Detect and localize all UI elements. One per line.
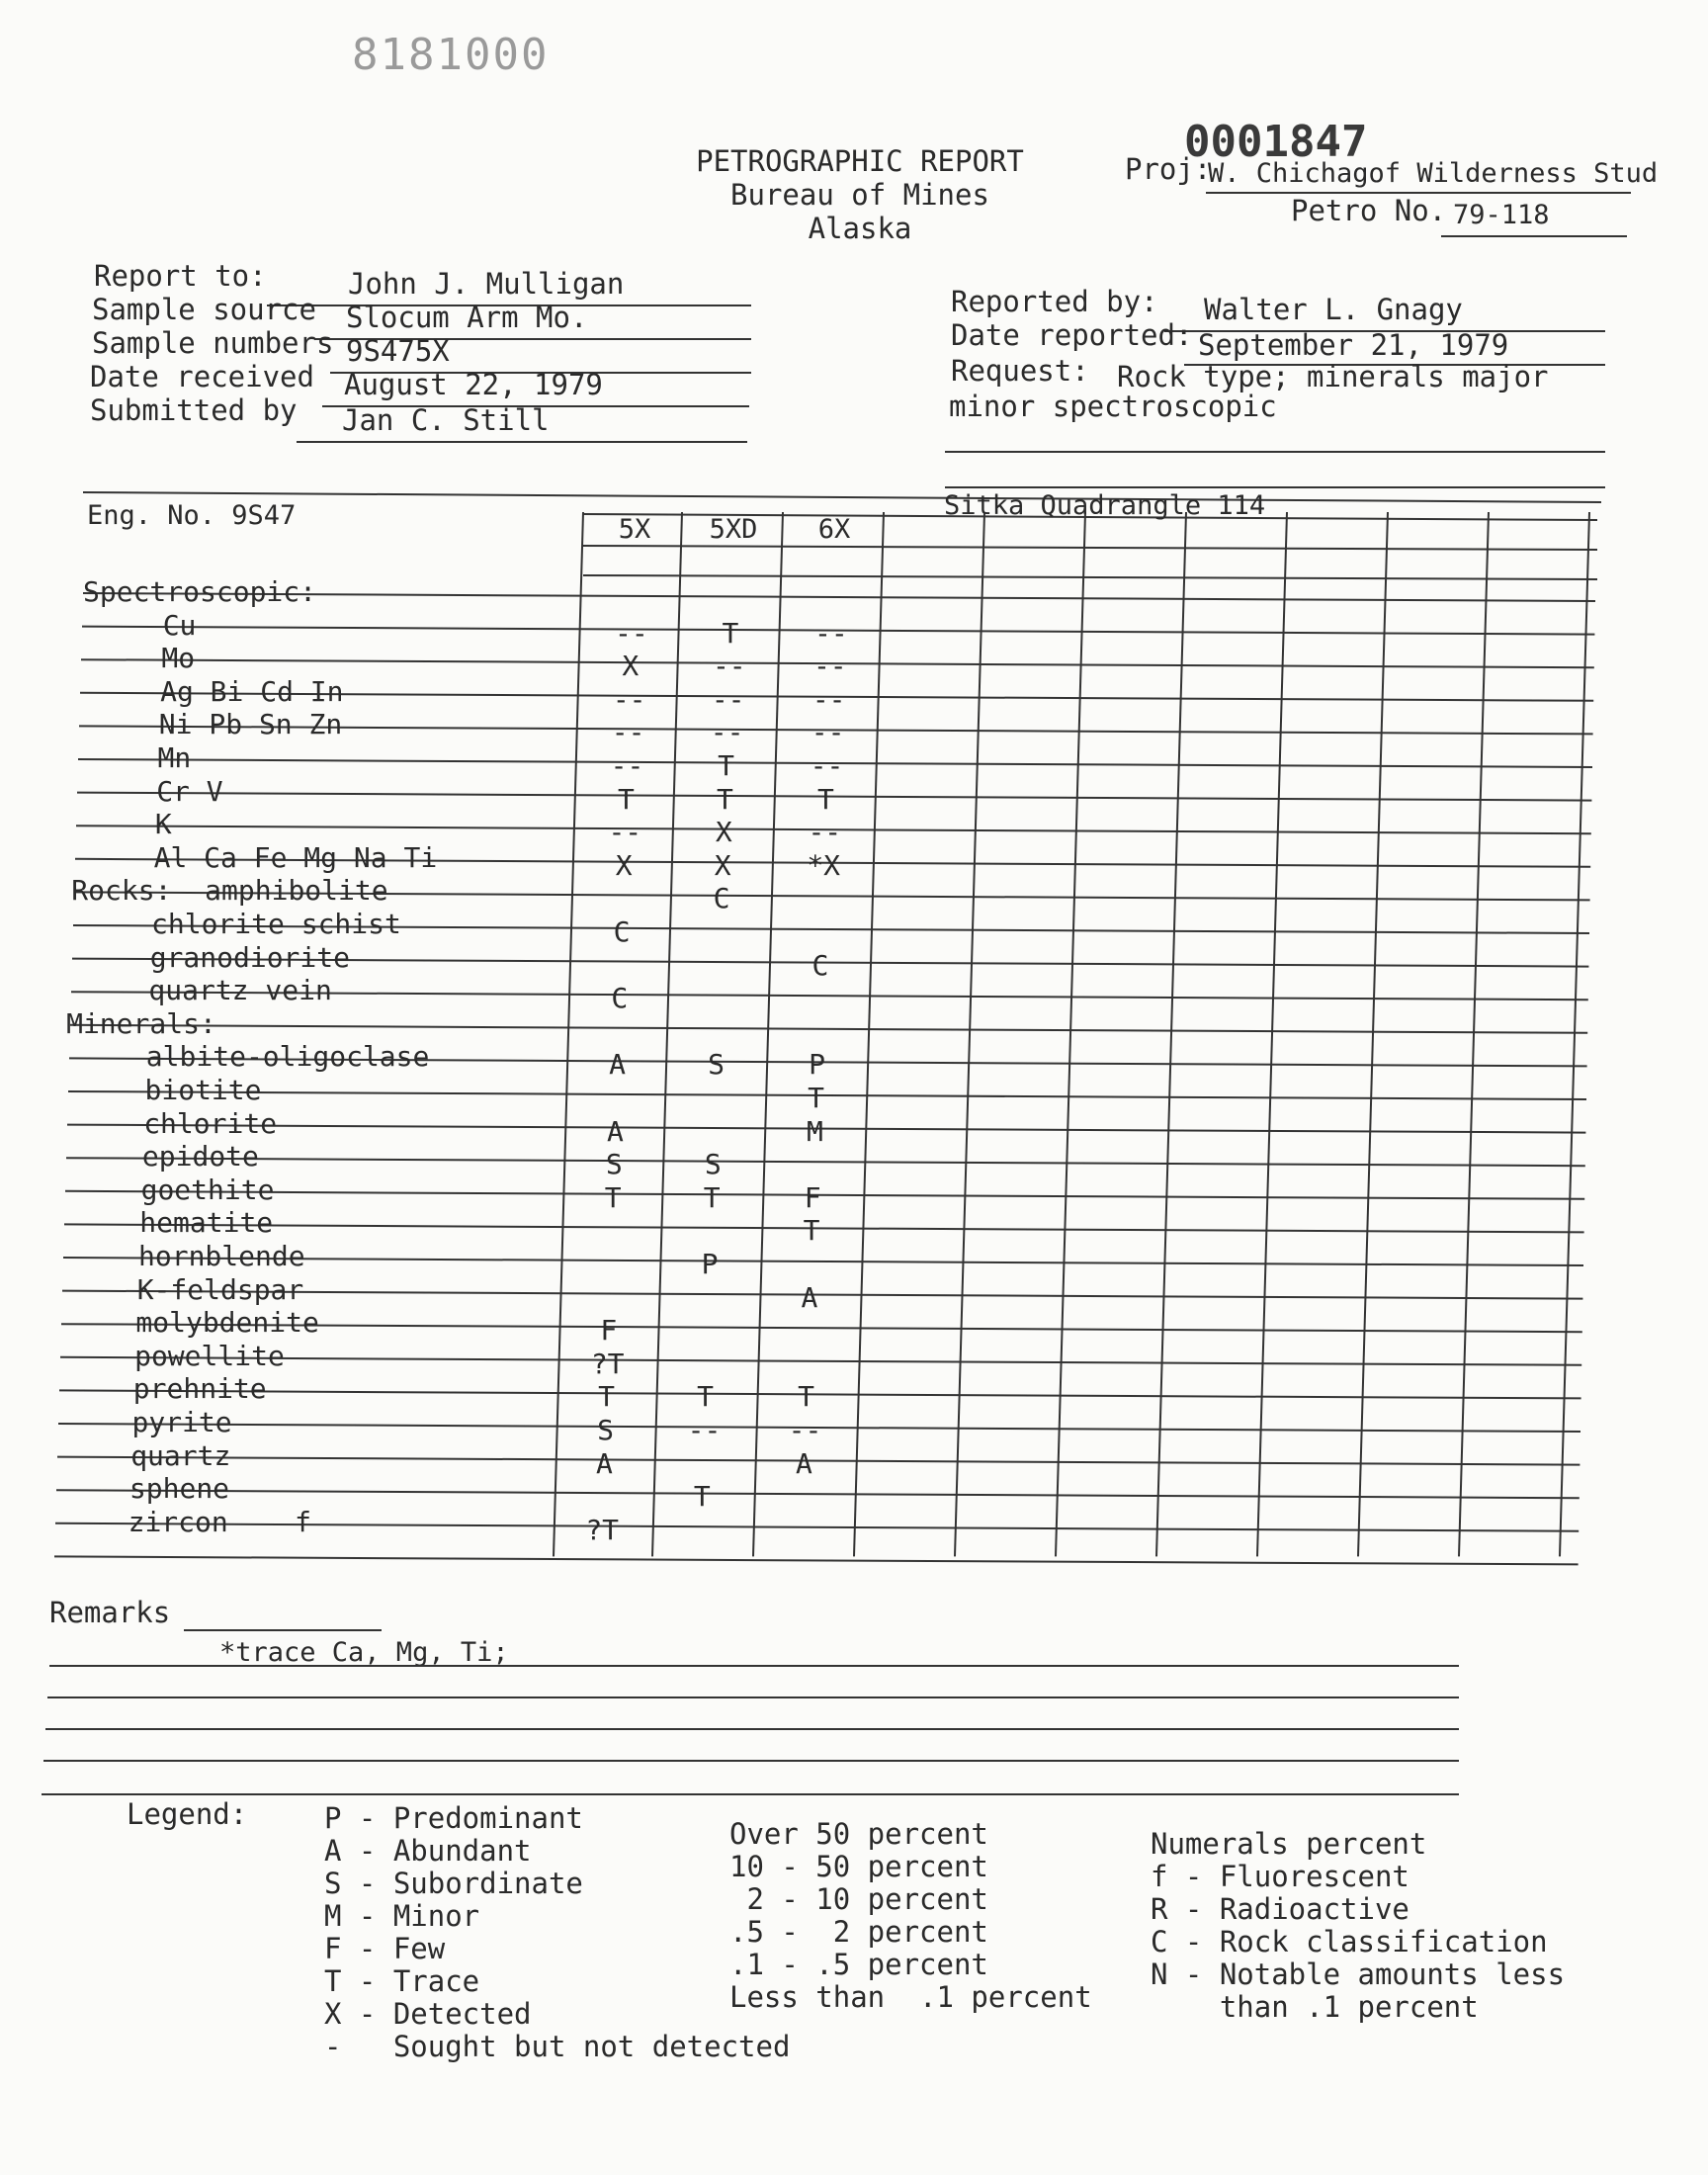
column-header-5xd: 5XD <box>709 514 758 545</box>
table-cell-5x: S <box>597 1414 614 1446</box>
table-cell-5x: T <box>604 1180 622 1214</box>
petro-label: Petro No. <box>1291 194 1447 227</box>
table-cell-6x: -- <box>812 650 847 683</box>
legend-percent-item: .5 - 2 percent <box>729 1915 988 1949</box>
row-label: sphene <box>128 1472 230 1506</box>
legend-symbol-item: P - Predominant <box>324 1801 583 1835</box>
row-label: pyrite <box>131 1406 232 1438</box>
row-label: Spectroscopic: <box>83 575 317 608</box>
table-cell-5x: -- <box>615 616 648 650</box>
legend-percent-item: 10 - 50 percent <box>729 1850 988 1883</box>
row-label: Cu <box>162 608 197 642</box>
row-label: quartz <box>130 1438 231 1472</box>
table-cell-5xd: -- <box>710 716 744 749</box>
reported-by-value: Walter L. Gnagy <box>1204 293 1463 326</box>
remarks-label: Remarks <box>49 1596 171 1629</box>
stamp-number-top-left: 8181000 <box>352 30 550 80</box>
table-cell-5x: T <box>598 1380 616 1414</box>
table-cell-5x: ?T <box>585 1513 620 1546</box>
table-cell-6x: -- <box>788 1414 822 1446</box>
row-label: Ag Bi Cd In <box>160 674 344 708</box>
legend-percent-item: Over 50 percent <box>729 1817 988 1851</box>
row-label: granodiorite <box>149 940 350 974</box>
table-cell-6x: M <box>806 1114 823 1148</box>
table-cell-6x: F <box>804 1180 821 1214</box>
date-reported-label: Date reported: <box>951 318 1193 352</box>
table-cell-5xd: T <box>697 1380 715 1414</box>
row-label: molybdenite <box>135 1306 319 1340</box>
legend-symbol-item: M - Minor <box>324 1899 480 1933</box>
table-cell-5x: -- <box>611 716 645 749</box>
table-cell-5x: C <box>613 915 631 948</box>
table-cell-6x: -- <box>811 716 845 749</box>
sample-source-label: Sample source <box>92 293 316 326</box>
table-cell-5xd: T <box>703 1180 721 1214</box>
legend-percent-item: 2 - 10 percent <box>729 1882 988 1916</box>
column-header-6x: 6X <box>817 514 851 545</box>
sample-source-value: Slocum Arm Mo. <box>346 301 588 334</box>
request-value-1: Rock type; minerals major <box>1117 360 1549 393</box>
column-header-5x: 5X <box>618 514 651 545</box>
row-label: hornblende <box>138 1240 305 1272</box>
row-label: K <box>154 808 172 841</box>
legend-symbol-item: F - Few <box>324 1932 446 1965</box>
table-cell-5x: F <box>600 1314 618 1348</box>
sample-numbers-label: Sample numbers <box>92 326 334 360</box>
legend-note-item: N - Notable amounts less <box>1151 1958 1566 1991</box>
row-label: epidote <box>141 1140 259 1174</box>
legend-percent-item: .1 - .5 percent <box>729 1948 988 1981</box>
table-cell-5x: ?T <box>590 1347 625 1380</box>
row-label: Cr V <box>156 774 223 808</box>
table-cell-6x: P <box>809 1048 826 1082</box>
legend-symbol-item: S - Subordinate <box>324 1867 583 1900</box>
row-label: goethite <box>140 1173 275 1206</box>
legend-label: Legend: <box>127 1797 248 1831</box>
table-cell-5xd: -- <box>687 1414 722 1446</box>
legend-symbol-item: X - Detected <box>324 1997 532 2031</box>
table-cell-5xd: T <box>718 749 734 782</box>
report-bureau: Bureau of Mines <box>730 178 989 212</box>
table-cell-6x: -- <box>810 749 844 782</box>
legend-symbol-item: T - Trace <box>324 1964 480 1998</box>
row-label: hematite <box>139 1206 274 1240</box>
table-cell-5xd: P <box>701 1248 719 1280</box>
row-label: K-feldspar <box>136 1272 304 1306</box>
table-cell-5x: -- <box>612 682 646 716</box>
row-label: Al Ca Fe Mg Na Ti <box>153 840 438 874</box>
table-cell-5x: A <box>606 1114 624 1148</box>
table-cell-5x: -- <box>608 816 642 849</box>
row-label: chlorite <box>143 1106 278 1140</box>
row-label: quartz vein <box>148 974 332 1007</box>
petro-value: 79-118 <box>1453 200 1550 230</box>
row-label: chlorite schist <box>151 908 401 940</box>
date-received-label: Date received <box>90 360 314 393</box>
row-label: Mn <box>157 741 192 774</box>
reported-by-label: Reported by: <box>951 285 1158 318</box>
table-cell-6x: *X <box>807 848 841 882</box>
table-cell-5x: T <box>617 782 635 816</box>
table-cell-6x: T <box>808 1082 824 1114</box>
table-cell-6x: -- <box>808 816 842 849</box>
report-region: Alaska <box>808 212 912 245</box>
sample-numbers-value: 9S475X <box>346 334 450 368</box>
report-to-label: Report to: <box>94 259 267 293</box>
table-cell-5xd: -- <box>711 682 745 716</box>
row-label: Minerals: <box>66 1006 216 1040</box>
row-label: Mo <box>161 642 196 675</box>
table-cell-5xd: T <box>722 616 739 650</box>
submitted-by-value: Jan C. Still <box>342 403 550 437</box>
table-cell-6x: A <box>801 1280 818 1314</box>
legend-note-item: than .1 percent <box>1151 1990 1479 2024</box>
report-title: PETROGRAPHIC REPORT <box>696 144 1024 178</box>
table-cell-5x: C <box>611 982 629 1015</box>
legend-symbol-item: - Sought but not detected <box>324 2030 791 2063</box>
proj-label: Proj: <box>1125 152 1212 186</box>
row-label: albite-oligoclase <box>145 1040 430 1074</box>
table-cell-5xd: X <box>715 816 732 849</box>
table-cell-6x: T <box>816 782 834 816</box>
legend-symbol-item: A - Abundant <box>324 1834 532 1868</box>
table-cell-5x: S <box>605 1148 623 1181</box>
legend-note-item: f - Fluorescent <box>1151 1860 1409 1893</box>
submitted-by-label: Submitted by <box>90 393 298 427</box>
table-cell-5xd: X <box>714 848 731 882</box>
table-cell-5xd: -- <box>712 650 746 683</box>
table-cell-5x: A <box>595 1446 613 1480</box>
table-cell-5xd: S <box>704 1148 722 1181</box>
table-cell-5xd: S <box>708 1048 726 1082</box>
table-cell-6x: T <box>798 1380 815 1414</box>
date-reported-value: September 21, 1979 <box>1198 328 1509 362</box>
row-label: powellite <box>134 1339 285 1372</box>
row-label: zircon f <box>128 1505 312 1538</box>
date-received-value: August 22, 1979 <box>344 368 603 401</box>
legend-note-item: C - Rock classification <box>1151 1925 1548 1958</box>
table-cell-6x: C <box>811 948 829 982</box>
legend-note-item: R - Radioactive <box>1151 1892 1409 1926</box>
table-cell-5x: A <box>609 1048 627 1082</box>
row-label: prehnite <box>132 1372 267 1406</box>
row-label: Ni Pb Sn Zn <box>158 708 343 741</box>
proj-value: W. Chichagof Wilderness Stud <box>1208 158 1659 189</box>
eng-no-label: Eng. No. 9S47 <box>87 500 297 531</box>
legend-note-item: Numerals percent <box>1151 1827 1427 1861</box>
table-cell-6x: -- <box>811 682 846 716</box>
request-value-2: minor spectroscopic <box>949 390 1277 423</box>
request-label: Request: <box>951 354 1089 388</box>
legend-percent-item: Less than .1 percent <box>729 1980 1092 2014</box>
table-cell-5xd: T <box>693 1480 711 1514</box>
table-cell-5x: -- <box>610 749 644 782</box>
quadrangle-label: Sitka Quadrangle 114 <box>944 490 1266 521</box>
stamp-number-top-right: 0001847 <box>1184 117 1368 167</box>
row-label: biotite <box>144 1074 262 1106</box>
table-cell-5x: X <box>622 650 640 683</box>
remarks-text: *trace Ca, Mg, Ti; <box>219 1637 509 1668</box>
row-label: Rocks: amphibolite <box>71 874 388 908</box>
table-cell-6x: A <box>795 1446 812 1480</box>
table-cell-5xd: C <box>713 882 730 915</box>
table-cell-5x: X <box>615 848 633 882</box>
table-cell-5xd: T <box>716 782 733 816</box>
table-cell-6x: -- <box>814 616 848 650</box>
table-cell-6x: T <box>803 1214 820 1248</box>
report-to-value: John J. Mulligan <box>348 267 625 301</box>
